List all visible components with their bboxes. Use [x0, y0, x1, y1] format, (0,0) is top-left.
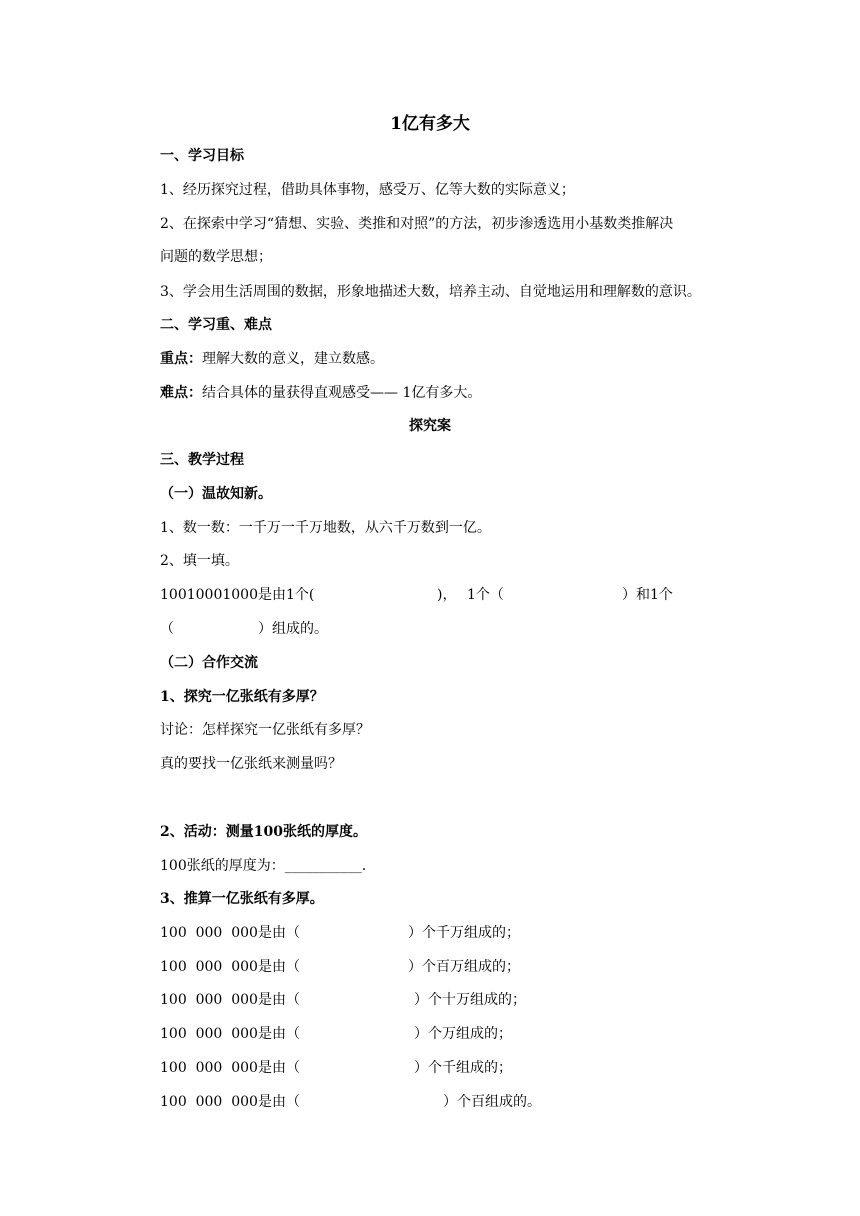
part1-heading: （一）温故知新。 [160, 486, 272, 502]
key-point-text: 理解大数的意义，建立数感。 [202, 351, 384, 367]
fill-text-b: )， [437, 587, 457, 603]
question-1-heading: 1、探究一亿张纸有多厚？ [160, 689, 324, 705]
objective-item-1: 1、经历探究过程，借助具体事物，感受万、亿等大数的实际意义； [160, 182, 575, 198]
question-1-ask: 真的要找一亿张纸来测量吗？ [160, 756, 342, 772]
section-heading-key-points: 二、学习重、难点 [160, 317, 272, 333]
question-2-line: 100张纸的厚度为：___________. [160, 858, 367, 874]
part2-heading: （二）合作交流 [160, 655, 258, 671]
explore-title: 探究案 [409, 418, 451, 434]
question-3-heading: 3、推算一亿张纸有多厚。 [160, 891, 324, 907]
section-heading-objectives: 一、学习目标 [160, 148, 244, 164]
composition-suffix: ）个百组成的。 [443, 1094, 541, 1110]
question-2-heading: 2、活动：测量100张纸的厚度。 [160, 824, 367, 840]
fill-text-d: ）和1个 [622, 587, 673, 603]
objective-item-2-line2: 问题的数学思想； [160, 249, 272, 265]
composition-prefix: 100 000 000是由（ [160, 1026, 300, 1042]
fill-text-e: （ [160, 621, 174, 637]
document-title: 1亿有多大 [390, 114, 470, 134]
fill-text-c: 1个（ [467, 587, 504, 603]
part1-item-1: 1、数一数：一千万一千万地数，从六千万数到一亿。 [160, 520, 491, 536]
difficulty-label: 难点： [160, 385, 202, 401]
composition-suffix: ）个千组成的； [414, 1060, 512, 1076]
fill-text-a: 10010001000是由1个( [160, 587, 315, 603]
key-point-label: 重点： [160, 351, 202, 367]
difficulty-text: 结合具体的量获得直观感受—— 1亿有多大。 [202, 385, 482, 401]
composition-suffix: ）个百万组成的； [408, 959, 520, 975]
composition-prefix: 100 000 000是由（ [160, 992, 300, 1008]
composition-suffix: ）个万组成的； [414, 1026, 512, 1042]
composition-prefix: 100 000 000是由（ [160, 925, 300, 941]
section-heading-process: 三、教学过程 [160, 452, 244, 468]
composition-suffix: ）个千万组成的； [408, 925, 520, 941]
difficulty-line [160, 383, 481, 403]
question-1-discussion: 讨论：怎样探究一亿张纸有多厚？ [160, 722, 370, 738]
composition-suffix: ）个十万组成的； [414, 992, 526, 1008]
composition-prefix: 100 000 000是由（ [160, 1094, 300, 1110]
part1-item-2: 2、填一填。 [160, 553, 239, 569]
fill-text-f: ）组成的。 [258, 621, 328, 637]
objective-item-2-line1: 2、在探索中学习“猜想、实验、类推和对照”的方法，初步渗透选用小基数类推解决 [160, 216, 674, 232]
objective-item-3: 3、学会用生活周围的数据，形象地描述大数，培养主动、自觉地运用和理解数的意识。 [160, 284, 701, 300]
key-point-line [160, 349, 384, 369]
composition-prefix: 100 000 000是由（ [160, 1060, 300, 1076]
composition-prefix: 100 000 000是由（ [160, 959, 300, 975]
